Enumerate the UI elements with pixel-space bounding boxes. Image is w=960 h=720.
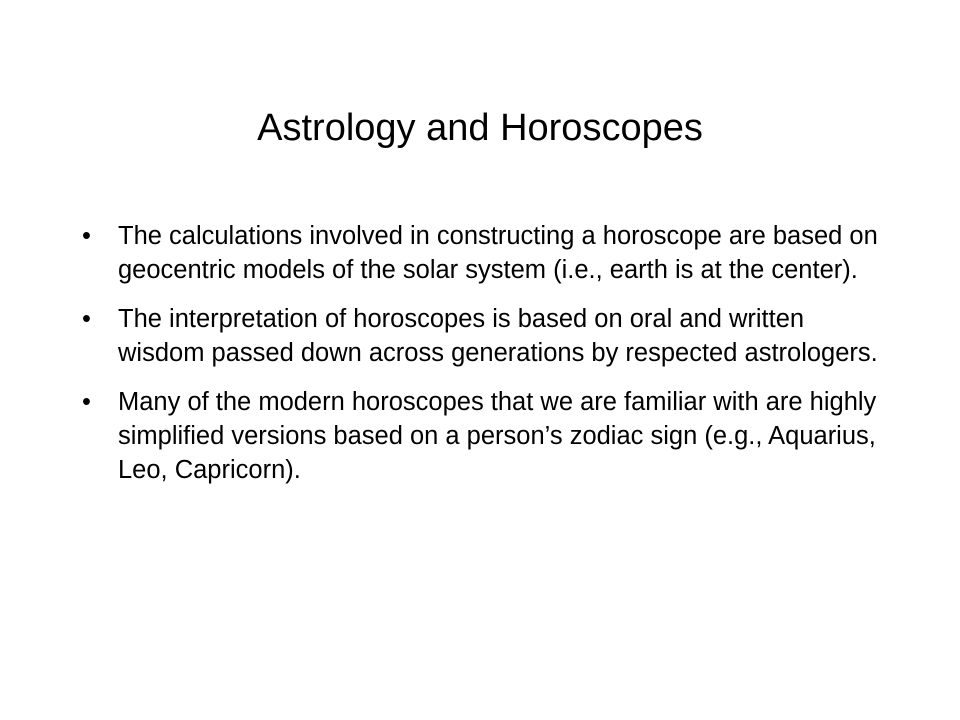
bullet-item	[82, 219, 882, 287]
bullet-marker: •	[82, 388, 91, 416]
bullet-marker: •	[82, 222, 91, 250]
slide-title: Astrology and Horoscopes	[257, 107, 703, 149]
bullet-list	[82, 219, 882, 502]
bullet-item	[82, 385, 882, 487]
bullet-text: The calculations involved in constructing a horoscope are based on geocentric models of the solar system (i.e., earth is at the center).	[118, 222, 878, 284]
bullet-text: The interpretation of horoscopes is based on oral and written wisdom passed down across generations by respected astrologers.	[118, 305, 878, 367]
bullet-item	[82, 302, 882, 370]
bullet-text: Many of the modern horoscopes that we are familiar with are highly simplified versions based on a person’s zodiac sign (e.g., Aquarius, Leo, Capricorn).	[118, 388, 877, 484]
bullet-marker: •	[82, 305, 91, 333]
